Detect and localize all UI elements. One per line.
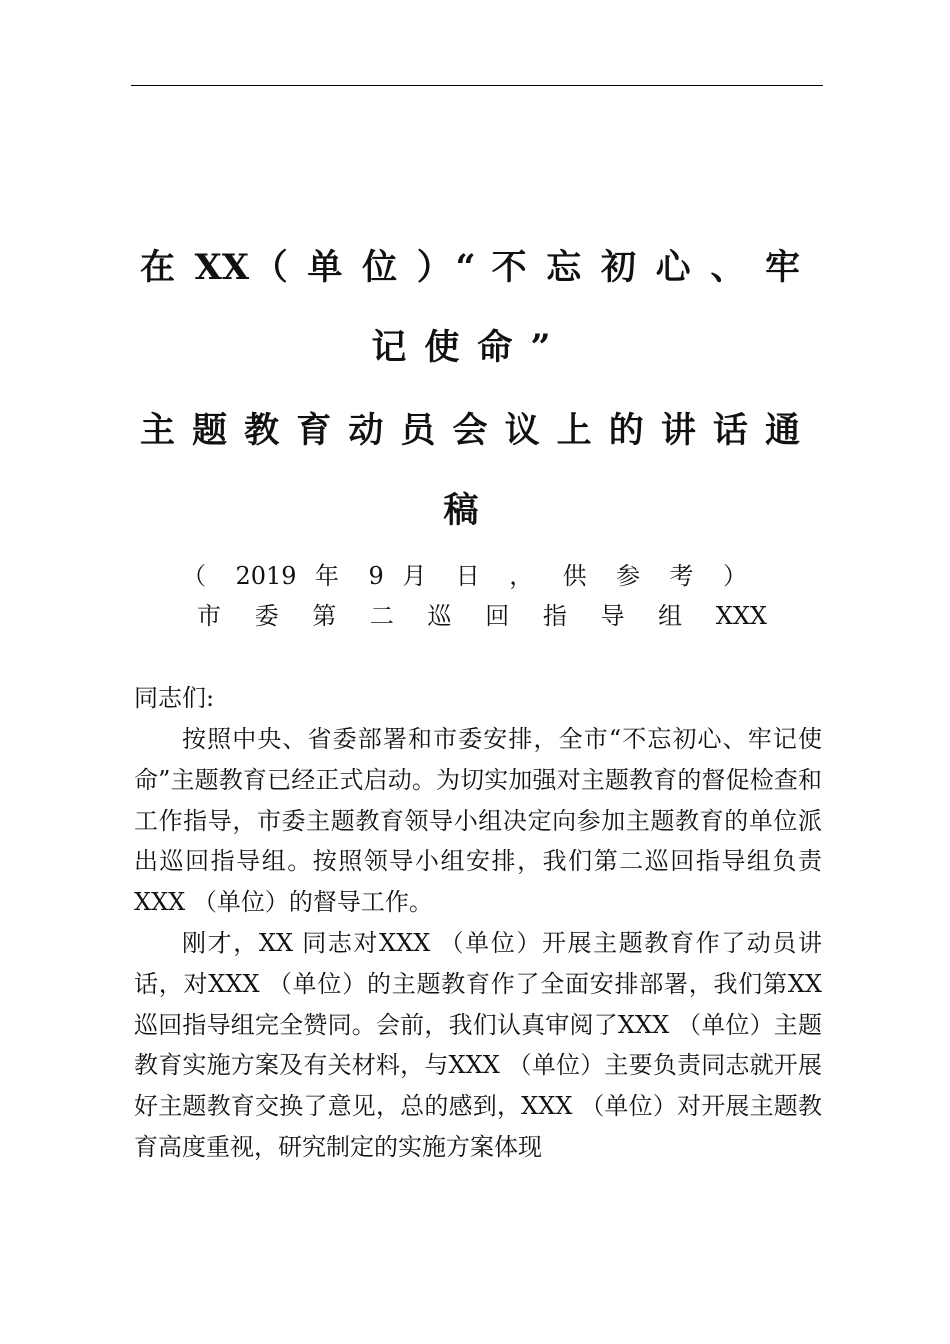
title-line-4: 稿 [443, 490, 497, 531]
title-line-2: 记使命” [371, 327, 569, 368]
author-line: 市 委 第 二 巡 回 指 导 组 XXX [197, 602, 767, 630]
title-line-3: 主 题 教 育 动 员 会 议 上 的 讲 话 通 [140, 410, 800, 451]
header-rule [131, 85, 823, 86]
date-line: （ 2019 年 9 月 日 ， 供 参 考 ） [182, 562, 747, 590]
title-line-1: 在 XX（ 单 位 ）“ 不 忘 初 心 、 牢 [140, 247, 800, 288]
paragraph: 按照中央、省委部署和市委安排，全市“不忘初心、牢记使命”主题教育已经正式启动。为切实加强对主题教育的督促检查和工作指导，市委主题教育领导小组决定向参加主题教育的单位派出巡回指导组。按照领导小组安排，我们第二巡回指导组负责XXX （单位）的督导工作。 [134, 725, 822, 917]
body-text [134, 719, 822, 1168]
salutation: 同志们: [134, 684, 215, 712]
paragraph: 刚才，XX 同志对XXX （单位）开展主题教育作了动员讲话，对XXX （单位）的主题教育作了全面安排部署，我们第XX 巡回指导组完全赞同。会前，我们认真审阅了XXX （单位）主题教育实施方案及有关材料，与XXX （单位）主要负责同志就开展好主题教育交换了意见，总的感到，XXX （单位）对开展主题教育高度重视，研究制定的实施方案体现 [134, 928, 822, 1161]
